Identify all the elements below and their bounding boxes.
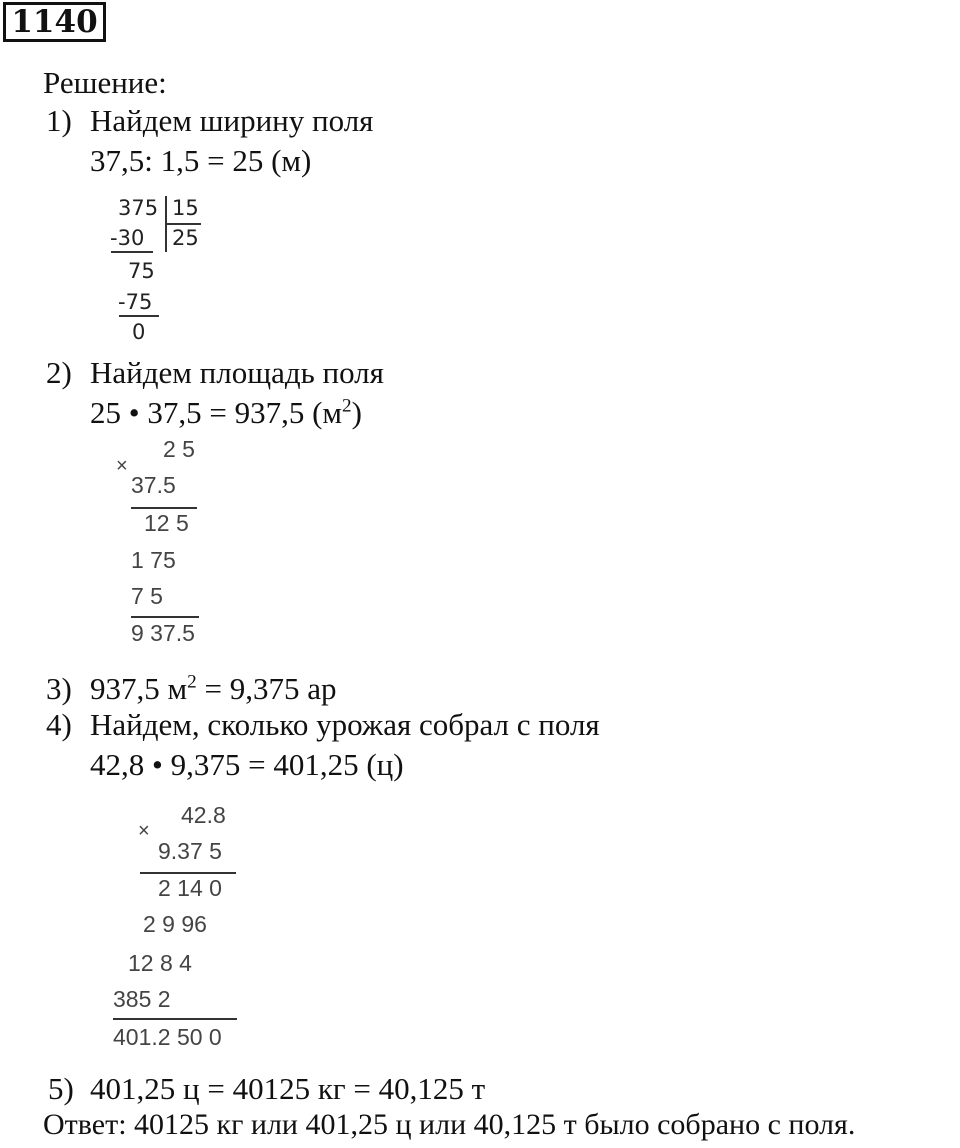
division-quotient: 25: [172, 226, 199, 250]
mult2-line-2: [113, 1018, 237, 1020]
division-remainder-1: 75: [128, 259, 155, 283]
mult2-multiplier: 9.37 5: [158, 838, 222, 864]
step-5-formula: 401,25 ц = 40125 кг = 40,125 т: [90, 1071, 486, 1106]
mult2-times-sign: ×: [138, 820, 150, 842]
step-2-text: Найдем площадь поля: [90, 355, 384, 390]
mult1-line-2: [131, 616, 199, 618]
mult2-partial-4: 385 2: [113, 986, 171, 1012]
solution-label: Решение:: [43, 65, 167, 100]
division-divisor: 15: [172, 196, 199, 220]
division-subtract-2: -75: [118, 290, 153, 314]
step-2-formula: 25 • 37,5 = 937,5 $(м^2)$: [90, 395, 362, 430]
division-remainder-final: 0: [132, 320, 146, 344]
mult2-line-1: [140, 872, 236, 874]
mult2-partial-1: 2 14 0: [158, 875, 222, 901]
answer-text: Ответ: 40125 кг или 401,25 ц или 40,125 т было собрано с поля.: [43, 1108, 856, 1141]
mult1-multiplier: 37.5: [131, 472, 176, 498]
step-1-text: Найдем ширину поля: [90, 103, 374, 138]
mult1-partial-3: 7 5: [131, 583, 163, 609]
mult1-times-sign: ×: [116, 455, 128, 477]
mult1-result: 9 37.5: [131, 620, 195, 646]
step-2-number: 2): [46, 355, 72, 390]
division-subtract-1: -30: [110, 226, 145, 250]
division-dividend: 375: [118, 196, 159, 220]
mult2-result: 401.2 50 0: [113, 1024, 222, 1050]
mult1-partial-2: 1 75: [131, 547, 176, 573]
step-5-number: 5): [48, 1071, 74, 1106]
step-3-number: 3): [46, 671, 72, 706]
division-underline-2: [119, 315, 159, 317]
mult2-partial-2: 2 9 96: [143, 911, 207, 937]
step-3-formula: 937,5 $м^2 = 9,375$ ар: [90, 671, 337, 706]
step-1-formula: 37,5: 1,5 = 25 (м): [90, 143, 312, 178]
division-divisor-line: [167, 223, 201, 225]
step-1-number: 1): [46, 103, 72, 138]
step-4-number: 4): [46, 707, 72, 742]
problem-number: 1140: [3, 2, 106, 42]
mult1-multiplicand: 2 5: [163, 436, 195, 462]
division-underline-1: [111, 251, 153, 253]
step-4-formula: 42,8 • 9,375 = 401,25 (ц): [90, 747, 404, 782]
mult1-line-1: [131, 507, 197, 509]
mult2-multiplicand: 42.8: [181, 802, 226, 828]
mult2-partial-3: 12 8 4: [128, 950, 192, 976]
mult1-partial-1: 12 5: [144, 510, 189, 536]
step-4-text: Найдем, сколько урожая собрал с поля: [90, 707, 600, 742]
